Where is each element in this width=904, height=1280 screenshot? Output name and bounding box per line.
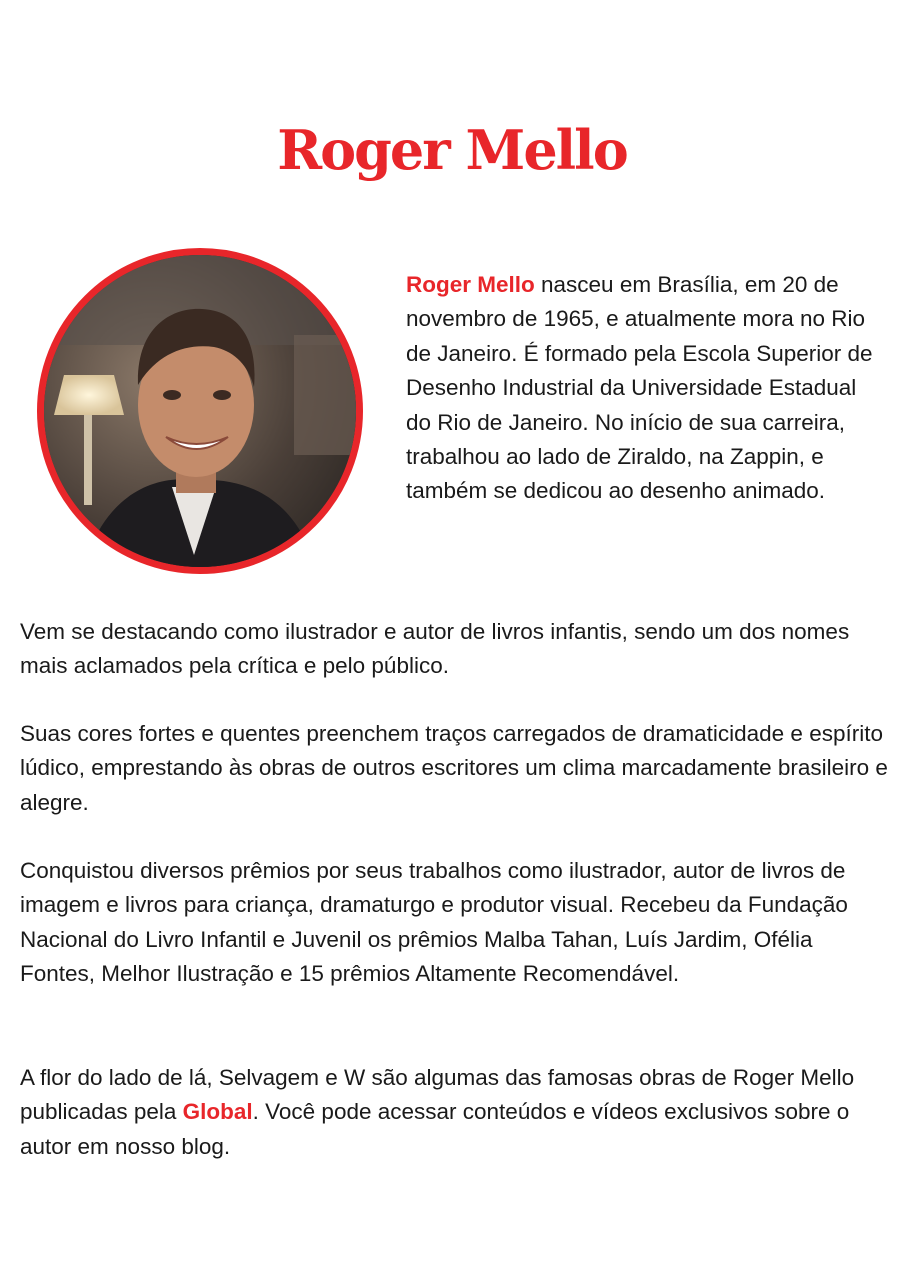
publisher-link[interactable]: Global xyxy=(182,1099,253,1125)
paragraph-works xyxy=(20,1061,890,1164)
author-photo xyxy=(37,248,363,574)
page-title: Roger Mello xyxy=(277,118,627,182)
paragraph-career: Vem se destacando como ilustrador e autor de livros infantis, sendo um dos nomes mais aclamados pela crítica e pelo público. xyxy=(20,619,850,679)
author-name: Roger Mello xyxy=(406,272,535,297)
intro-text: nasceu em Brasília, em 20 de novembro de 1965, e atualmente mora no Rio de Janeiro. É formado pela Escola Superior de Desenho Industrial da Universidade Estadual do Rio de Janeiro. No início de sua carreira, trabalhou ao lado de Ziraldo, na Zappin, e também se dedicou ao desenho animado. xyxy=(406,272,873,504)
works-text-before: A flor do lado de lá, Selvagem e W são algumas das famosas obras de Roger Mello publicadas pela xyxy=(20,1065,855,1125)
paragraph-awards: Conquistou diversos prêmios por seus trabalhos como ilustrador, autor de livros de imagem e livros para criança, dramaturgo e produtor visual. Recebeu da Fundação Nacional do Livro Infantil e Juvenil os prêmios Malba Tahan, Luís Jardim, Ofélia Fontes, Melhor Ilustração e 15 prêmios Altamente Recomendável. xyxy=(20,858,848,987)
intro-paragraph xyxy=(406,268,876,509)
works-text-after: . Você pode acessar conteúdos e vídeos exclusivos sobre o autor em nosso blog. xyxy=(20,1099,850,1159)
author-photo-icon xyxy=(44,255,356,567)
paragraph-style: Suas cores fortes e quentes preenchem traços carregados de dramaticidade e espírito lúdico, emprestando às obras de outros escritores um clima marcadamente brasileiro e alegre. xyxy=(20,721,888,815)
